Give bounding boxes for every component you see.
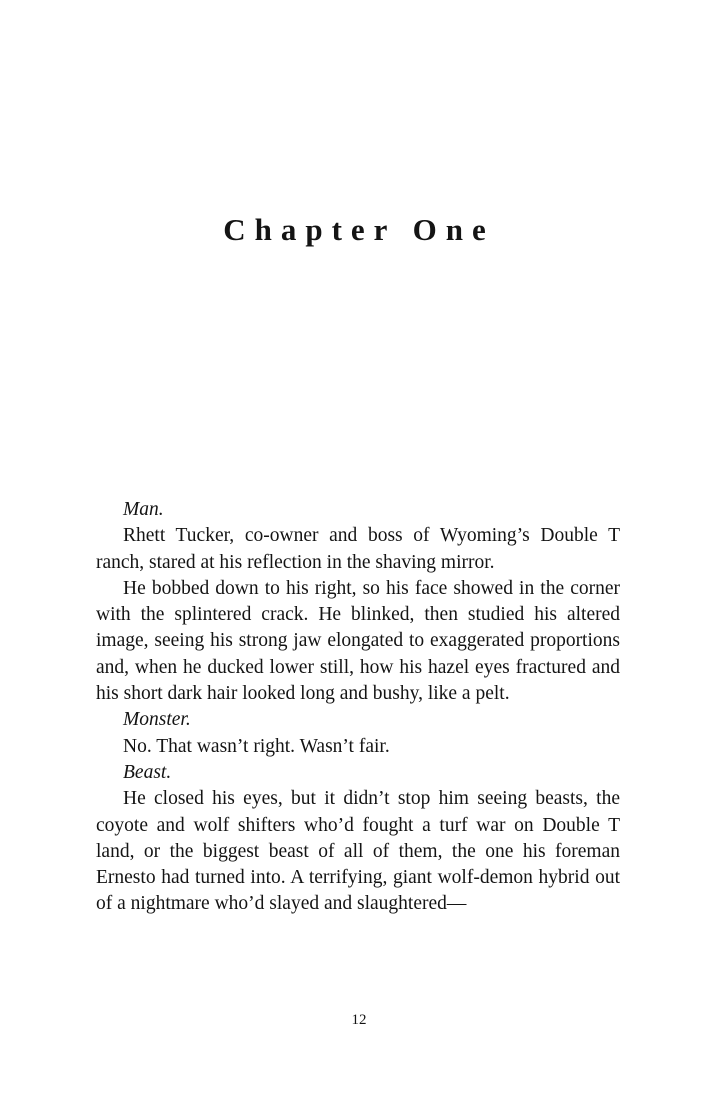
page-number: 12 <box>351 1012 367 1028</box>
paragraph: He closed his eyes, but it didn’t stop him seeing beasts, the coyote and wolf shifters who’d fought a turf war on Double T land, or the biggest beast of all of them, the one his foreman Ernesto had turned into. A terrifying, giant wolf-demon hybrid out of a nightmare who’d slayed and slaughtered— <box>96 788 620 915</box>
paragraph: He bobbed down to his right, so his face showed in the corner with the splintered crack. He blinked, then studied his altered image, seeing his strong jaw elongated to exaggerated proportions and, when he ducked lower still, how his hazel eyes fractured and his short dark hair looked long and bushy, like a pelt. <box>96 577 620 705</box>
paragraph: Monster. <box>123 709 191 731</box>
chapter-body <box>96 497 620 918</box>
paragraph: Rhett Tucker, co-owner and boss of Wyoming’s Double T ranch, stared at his reflection in the shaving mirror. <box>96 525 620 573</box>
paragraph: Beast. <box>123 761 172 783</box>
paragraph: Man. <box>123 499 164 520</box>
chapter-title: Chapter One <box>223 212 495 247</box>
paragraph: No. That wasn’t right. Wasn’t fair. <box>123 735 390 757</box>
